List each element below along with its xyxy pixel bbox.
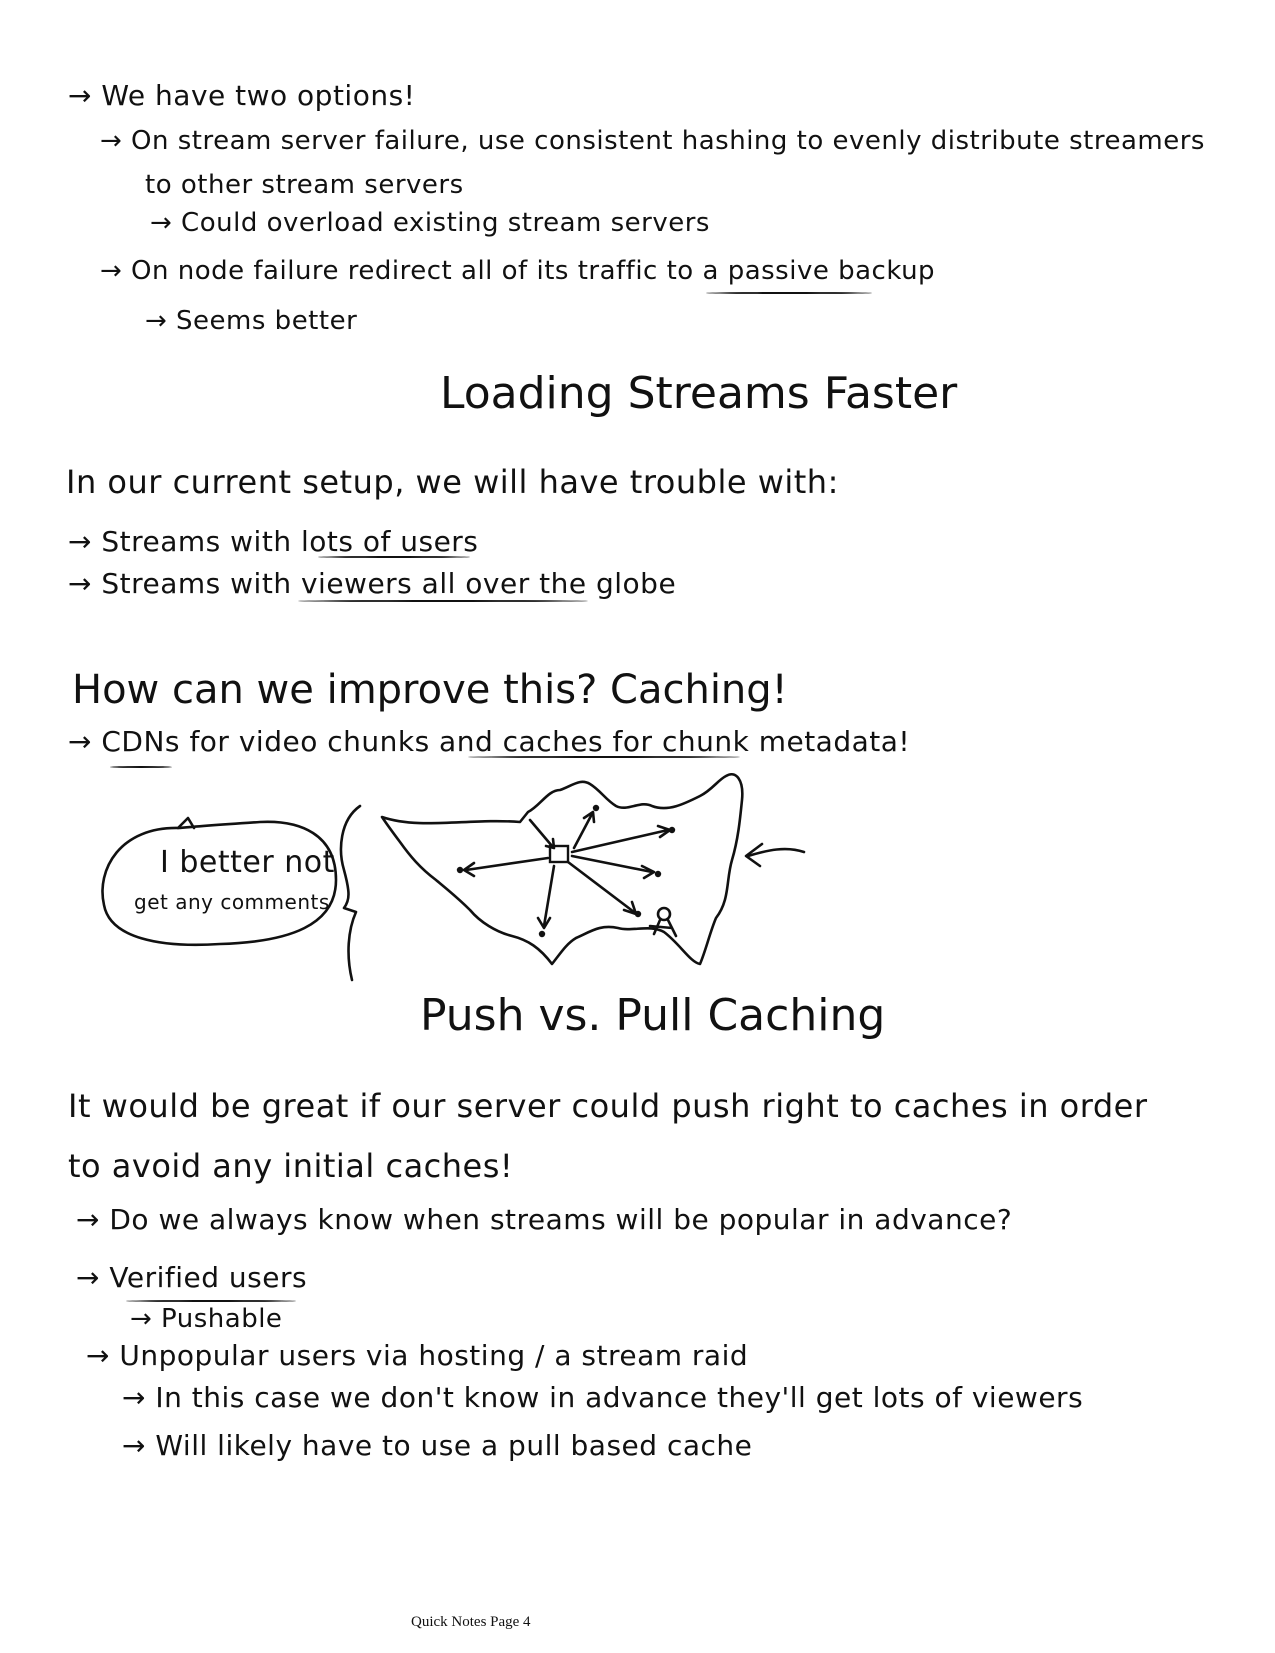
speech-line1: I better not	[160, 845, 335, 880]
viewer-dot	[457, 867, 463, 873]
option2-emph: passive backup	[727, 256, 936, 286]
viewer-dot	[539, 931, 545, 937]
arrow-se1	[572, 856, 652, 872]
option2-sub: → Seems better	[145, 306, 358, 336]
viewer-dot	[635, 911, 641, 917]
answer-arrow: →	[68, 725, 92, 758]
verified-sub: → Pushable	[130, 1304, 283, 1334]
item2-prefix: → Streams with	[68, 567, 292, 600]
option1-line1: → On stream server failure, use consistent hashing to evenly distribute streamers	[100, 126, 1205, 156]
answer-mid: for video chunks and	[189, 725, 494, 758]
answer-emph: caches for chunk metadata!	[502, 725, 911, 758]
verified-underline	[126, 1300, 296, 1302]
push-intro-line1: It would be great if our server could push right to caches in order	[68, 1087, 1148, 1125]
viewer-dot	[669, 827, 675, 833]
verified-emph: Verified users	[109, 1261, 308, 1294]
unpopular-line: → Unpopular users via hosting / a stream raid	[86, 1339, 749, 1372]
arrow-se2	[568, 862, 634, 912]
pointer-arrow	[748, 849, 804, 856]
options-intro: → We have two options!	[68, 79, 416, 112]
caching-question: How can we improve this? Caching!	[72, 667, 788, 713]
arrow-west	[466, 858, 548, 870]
speech-bubble	[103, 822, 336, 945]
option1-line2: to other stream servers	[145, 170, 464, 200]
verified-arrow: →	[76, 1261, 100, 1294]
push-pull-title: Push vs. Pull Caching	[420, 990, 886, 1041]
arrow-north-in	[530, 820, 552, 846]
unpopular-sub2: → Will likely have to use a pull based cache	[122, 1429, 753, 1462]
arrow-ne	[574, 814, 592, 848]
speech-line2: get any comments	[134, 890, 330, 914]
item1-prefix: → Streams with	[68, 525, 292, 558]
arrow-south	[544, 866, 554, 926]
arrow-east	[572, 830, 668, 852]
us-outline	[382, 774, 742, 964]
option1-sub: → Could overload existing stream servers	[150, 208, 710, 238]
curly-brace	[341, 806, 360, 980]
push-intro-line2: to avoid any initial caches!	[68, 1147, 514, 1185]
item2-emph: viewers all over the globe	[300, 567, 677, 600]
item1-emph: lots of users	[300, 525, 479, 558]
option2-prefix: → On node failure redirect all of its traffic to a	[100, 256, 719, 286]
verified-line	[76, 1261, 308, 1294]
unpopular-sub1: → In this case we don't know in advance they'll get lots of viewers	[122, 1381, 1084, 1414]
answer-cdn: CDNs	[101, 725, 181, 758]
push-q1: → Do we always know when streams will be popular in advance?	[76, 1203, 1013, 1236]
figure-head	[658, 908, 670, 920]
page-footer: Quick Notes Page 4	[411, 1614, 531, 1630]
loading-title: Loading Streams Faster	[440, 368, 958, 419]
viewer-dot	[593, 805, 599, 811]
loading-intro: In our current setup, we will have trouble with:	[66, 463, 839, 501]
viewer-dot	[655, 871, 661, 877]
